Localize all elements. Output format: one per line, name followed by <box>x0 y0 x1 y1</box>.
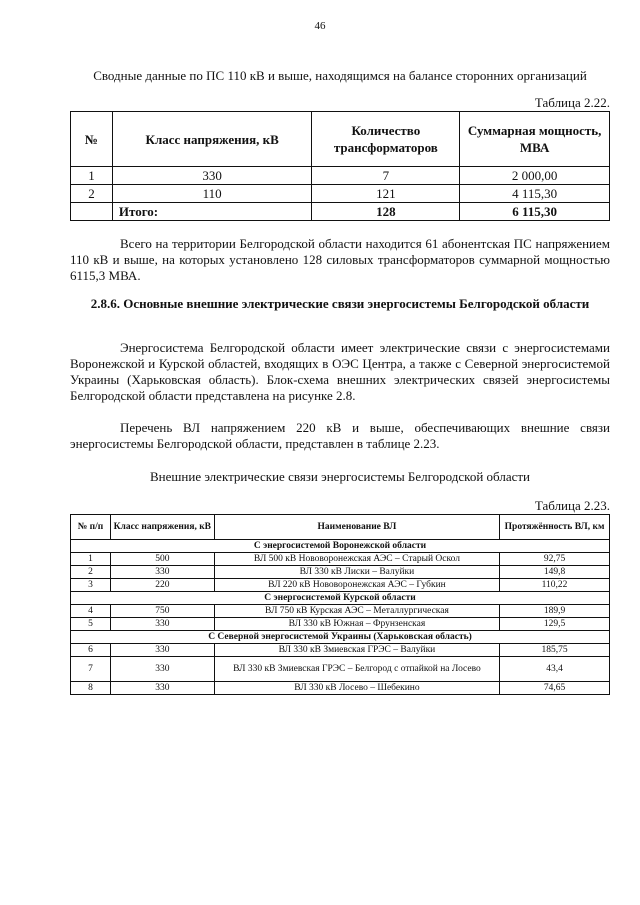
table-cell: 1 <box>71 553 111 566</box>
table-cell: ВЛ 330 кВ Лиски – Валуйки <box>214 566 499 579</box>
table-cell: 1 <box>71 167 113 185</box>
table-cell: 330 <box>110 657 214 682</box>
table-total-row <box>71 203 610 221</box>
table-cell: 6 <box>71 644 111 657</box>
table-row <box>71 682 610 695</box>
table-cell: 330 <box>110 644 214 657</box>
region-row <box>71 592 610 605</box>
region-voronezh: С энергосистемой Воронежской области <box>71 540 610 553</box>
table-row <box>71 553 610 566</box>
region-kursk: С энергосистемой Курской области <box>71 592 610 605</box>
paragraph-energy-system: Энергосистема Белгородской области имеет электрические связи с энергосистемами Воронежской и Курской областей, входящих в ОЭС Центра, а также с Северной энергосистемой Украины (Харьковская область). Блок-схема внешних электрических связей энергосистемы Белгородской области представлена на рисунке 2.8. <box>70 340 610 403</box>
table-cell: 7 <box>312 167 460 185</box>
table-cell: 2 <box>71 185 113 203</box>
table-223 <box>70 514 610 695</box>
total-label: Итого: <box>112 203 312 221</box>
table-row <box>71 657 610 682</box>
table-cell: ВЛ 500 кВ Нововоронежская АЭС – Старый Оскол <box>214 553 499 566</box>
table-cell: 2 000,00 <box>460 167 610 185</box>
table-row <box>71 605 610 618</box>
table-row <box>71 167 610 185</box>
table-cell: 330 <box>112 167 312 185</box>
header-cell: № п/п <box>71 515 111 540</box>
table-row <box>71 566 610 579</box>
table-cell: 8 <box>71 682 111 695</box>
header-cell: Класс напряжения, кВ <box>112 112 312 167</box>
table-cell: ВЛ 220 кВ Нововоронежская АЭС – Губкин <box>214 579 499 592</box>
table-cell: 5 <box>71 618 111 631</box>
table-cell: 189,9 <box>500 605 610 618</box>
table-cell: 185,75 <box>500 644 610 657</box>
table-cell: 3 <box>71 579 111 592</box>
table-cell: ВЛ 330 кВ Лосево – Шебекино <box>214 682 499 695</box>
table-row <box>71 185 610 203</box>
table-cell: 330 <box>110 566 214 579</box>
table-cell: 74,65 <box>500 682 610 695</box>
table-223-label: Таблица 2.23. <box>534 498 610 513</box>
header-cell: Протяжённость ВЛ, км <box>500 515 610 540</box>
section-heading: 2.8.6. Основные внешние электрические связи энергосистемы Белгородской области <box>90 296 590 311</box>
table-cell: ВЛ 330 кВ Змиевская ГРЭС – Белгород с отпайкой на Лосево <box>214 657 499 682</box>
table-cell: 110 <box>112 185 312 203</box>
table-cell: 4 115,30 <box>460 185 610 203</box>
table-223-caption: Внешние электрические связи энергосистемы Белгородской области <box>150 469 530 484</box>
region-row <box>71 631 610 644</box>
header-cell: Количество трансформаторов <box>312 112 460 167</box>
table-row <box>71 618 610 631</box>
paragraph-substations: Всего на территории Белгородской области находится 61 абонентская ПС напряжением 110 кВ и выше, на которых установлено 128 силовых трансформаторов суммарной мощностью 6115,3 МВА. <box>70 236 610 283</box>
table-cell: ВЛ 330 кВ Змиевская ГРЭС – Валуйки <box>214 644 499 657</box>
table-222 <box>70 111 610 221</box>
table-cell: ВЛ 330 кВ Южная – Фрунзенская <box>214 618 499 631</box>
table-header-row <box>71 515 610 540</box>
header-cell: Класс напряжения, кВ <box>110 515 214 540</box>
table-cell: 220 <box>110 579 214 592</box>
header-cell: Суммарная мощность, МВА <box>460 112 610 167</box>
total-power: 6 115,30 <box>460 203 610 221</box>
table-cell: 750 <box>110 605 214 618</box>
table-cell: 4 <box>71 605 111 618</box>
region-ukraine: С Северной энергосистемой Украины (Харьковская область) <box>71 631 610 644</box>
header-cell: Наименование ВЛ <box>214 515 499 540</box>
table-cell <box>71 203 113 221</box>
region-row <box>71 540 610 553</box>
table-cell: 7 <box>71 657 111 682</box>
table-cell: ВЛ 750 кВ Курская АЭС – Металлургическая <box>214 605 499 618</box>
total-transformers: 128 <box>312 203 460 221</box>
table-cell: 330 <box>110 682 214 695</box>
table-cell: 121 <box>312 185 460 203</box>
table-row <box>71 644 610 657</box>
table-cell: 2 <box>71 566 111 579</box>
table-cell: 149,8 <box>500 566 610 579</box>
table-cell: 43,4 <box>500 657 610 682</box>
table-header-row <box>71 112 610 167</box>
page-number: 46 <box>314 20 326 32</box>
table-cell: 330 <box>110 618 214 631</box>
paragraph-vl-list: Перечень ВЛ напряжением 220 кВ и выше, обеспечивающих внешние связи энергосистемы Белгородской области, представлен в таблице 2.23. <box>70 420 610 451</box>
table-222-label: Таблица 2.22. <box>534 95 610 110</box>
table-cell: 110,22 <box>500 579 610 592</box>
table-222-caption: Сводные данные по ПС 110 кВ и выше, находящимся на балансе сторонних организаций <box>93 68 587 83</box>
header-cell: № <box>71 112 113 167</box>
table-cell: 92,75 <box>500 553 610 566</box>
table-cell: 500 <box>110 553 214 566</box>
table-cell: 129,5 <box>500 618 610 631</box>
table-row <box>71 579 610 592</box>
